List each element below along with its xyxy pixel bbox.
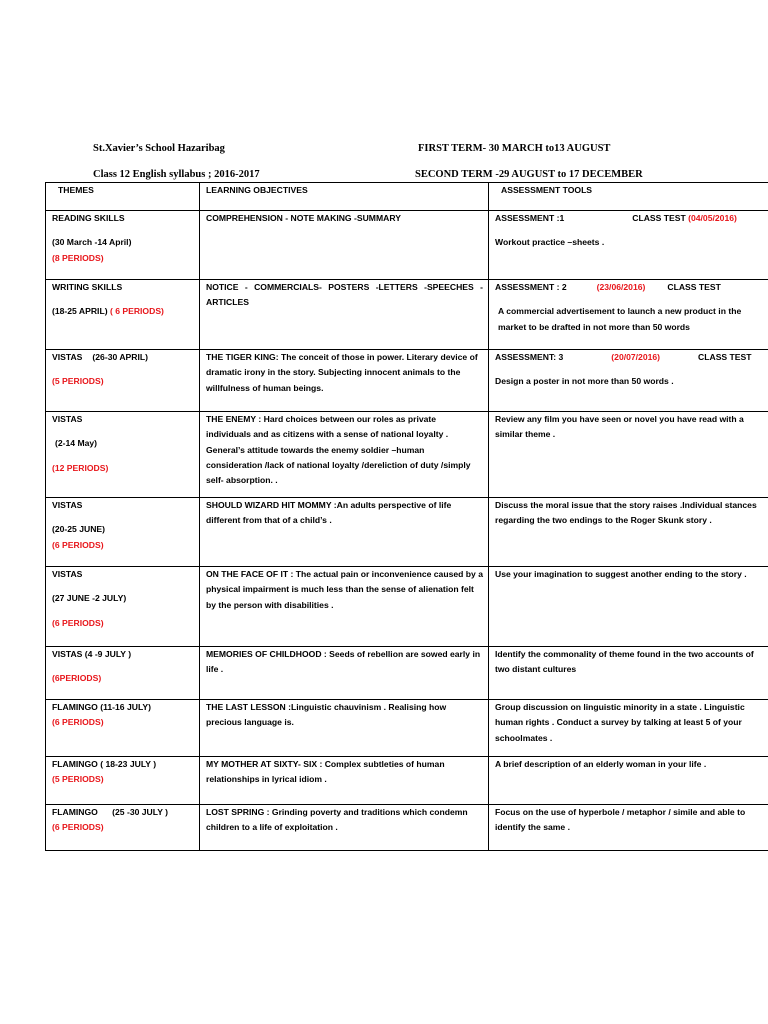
theme-cell xyxy=(46,350,200,412)
assessment-cell: Group discussion on linguistic minority in a state . Linguistic human rights . Conduct a survey by talking at least 5 of your schoolmates . xyxy=(489,700,768,757)
objective-cell: SHOULD WIZARD HIT MOMMY :An adults perspective of life different from that of a child’s . xyxy=(200,498,489,567)
theme-cell xyxy=(46,280,200,350)
assessment-text: A commercial advertisement to launch a new product in the market to be drafted in not more than 50 words xyxy=(498,306,742,332)
theme-dates: (27 JUNE -2 JULY) xyxy=(52,593,127,604)
theme-periods: ( 6 PERIODS) xyxy=(109,306,164,317)
table-header-row xyxy=(46,183,768,211)
assessment-label: ASSESSMENT: 3 xyxy=(495,352,564,362)
table-row xyxy=(46,211,768,280)
school-name: St.Xavier’s School Hazaribag xyxy=(93,143,225,154)
theme-dates: (2-14 May) xyxy=(55,438,98,449)
second-term: SECOND TERM -29 AUGUST to 17 DECEMBER xyxy=(415,169,643,180)
objective-cell: THE TIGER KING: The conceit of those in power. Literary device of dramatic irony in the story. Subjecting innocent animals to the willfulness of human beings. xyxy=(200,350,489,412)
theme-name: VISTAS xyxy=(52,500,83,510)
assessment-test: CLASS TEST xyxy=(667,282,721,292)
theme-name: FLAMINGO ( 18-23 JULY ) xyxy=(52,759,157,769)
theme-name: FLAMINGO (11-16 JULY) xyxy=(52,702,152,712)
theme-cell xyxy=(46,567,200,647)
theme-dates: (20-25 JUNE) xyxy=(52,524,106,535)
first-term: FIRST TERM- 30 MARCH to13 AUGUST xyxy=(418,143,611,154)
theme-periods: (8 PERIODS) xyxy=(52,252,104,263)
assessment-cell: Focus on the use of hyperbole / metaphor / simile and able to identify the same . xyxy=(489,805,768,851)
theme-dates: (18-25 APRIL) xyxy=(52,306,108,317)
assessment-date: (04/05/2016) xyxy=(688,213,737,223)
assessment-cell: Discuss the moral issue that the story raises .Individual stances regarding the two endings to the Roger Skunk story . xyxy=(489,498,768,567)
theme-dates: (26-30 APRIL) xyxy=(92,352,148,362)
theme-name: VISTAS xyxy=(52,569,83,579)
objective-cell: LOST SPRING : Grinding poverty and traditions which condemn children to a life of exploitation . xyxy=(200,805,489,851)
objective-cell: COMPREHENSION - NOTE MAKING -SUMMARY xyxy=(200,211,489,280)
objective-cell: MY MOTHER AT SIXTY- SIX : Complex subtleties of human relationships in lyrical idiom . xyxy=(200,757,489,805)
theme-cell xyxy=(46,647,200,700)
objective-cell: THE ENEMY : Hard choices between our roles as private individuals and as citizens with a sense of national loyalty . General’s attitude towards the enemy soldier –human consideration /lack of national loyalty /dereliction of duty /simply self- absorption. . xyxy=(200,412,489,498)
assessment-cell: A brief description of an elderly woman in your life . xyxy=(489,757,768,805)
table-row xyxy=(46,805,768,851)
theme-cell xyxy=(46,700,200,757)
objective-cell: NOTICE - COMMERCIALS- POSTERS -LETTERS -SPEECHES - ARTICLES xyxy=(200,280,489,350)
objective-cell: THE LAST LESSON :Linguistic chauvinism . Realising how precious language is. xyxy=(200,700,489,757)
table-row xyxy=(46,350,768,412)
theme-periods: (6 PERIODS) xyxy=(52,717,104,728)
assessment-cell xyxy=(489,280,768,350)
assessment-label: ASSESSMENT :1 xyxy=(495,213,565,223)
objective-cell: ON THE FACE OF IT : The actual pain or inconvenience caused by a physical impairment is much less than the sense of alienation felt by the person with disabilities . xyxy=(200,567,489,647)
assessment-cell: Review any film you have seen or novel you have read with a similar theme . xyxy=(489,412,768,498)
assessment-cell xyxy=(489,350,768,412)
assessment-label: ASSESSMENT : 2 xyxy=(495,282,567,292)
theme-periods: (12 PERIODS) xyxy=(52,462,109,473)
assessment-cell: Use your imagination to suggest another ending to the story . xyxy=(489,567,768,647)
assessment-text: Workout practice –sheets . xyxy=(495,237,605,248)
assessment-test: CLASS TEST xyxy=(698,352,752,362)
col-header-themes: THEMES xyxy=(46,183,200,211)
table-row xyxy=(46,280,768,350)
table-row xyxy=(46,567,768,647)
assessment-test: CLASS TEST xyxy=(632,213,686,223)
assessment-cell: Identify the commonality of theme found in the two accounts of two distant cultures xyxy=(489,647,768,700)
theme-periods: (6PERIODS) xyxy=(52,673,102,684)
theme-cell xyxy=(46,498,200,567)
class-syllabus: Class 12 English syllabus ; 2016-2017 xyxy=(93,169,260,180)
assessment-text: Design a poster in not more than 50 words . xyxy=(495,376,674,387)
table-row xyxy=(46,412,768,498)
theme-cell xyxy=(46,805,200,851)
theme-name: WRITING SKILLS xyxy=(52,282,123,292)
table-row xyxy=(46,498,768,567)
theme-cell xyxy=(46,412,200,498)
theme-periods: (6 PERIODS) xyxy=(52,617,104,628)
theme-name: VISTAS (4 -9 JULY ) xyxy=(52,649,132,659)
syllabus-table xyxy=(45,182,768,851)
theme-cell xyxy=(46,757,200,805)
col-header-objectives: LEARNING OBJECTIVES xyxy=(200,183,489,211)
theme-name: FLAMINGO (25 -30 JULY ) xyxy=(52,807,169,817)
theme-name: VISTAS xyxy=(52,414,83,424)
table-row xyxy=(46,647,768,700)
theme-periods: (6 PERIODS) xyxy=(52,539,104,550)
theme-periods: (6 PERIODS) xyxy=(52,822,104,833)
table-row xyxy=(46,757,768,805)
theme-name: VISTAS xyxy=(52,352,83,362)
assessment-date: (20/07/2016) xyxy=(611,352,661,362)
assessment-cell xyxy=(489,211,768,280)
assessment-date: (23/06/2016) xyxy=(596,282,646,292)
col-header-assessment: ASSESSMENT TOOLS xyxy=(489,183,768,211)
theme-periods: (5 PERIODS) xyxy=(52,376,104,387)
table-row xyxy=(46,700,768,757)
objective-cell: MEMORIES OF CHILDHOOD : Seeds of rebellion are sowed early in life . xyxy=(200,647,489,700)
theme-cell xyxy=(46,211,200,280)
theme-periods: (5 PERIODS) xyxy=(52,774,104,785)
theme-name: READING SKILLS xyxy=(52,213,125,223)
theme-dates: (30 March -14 April) xyxy=(52,237,132,248)
